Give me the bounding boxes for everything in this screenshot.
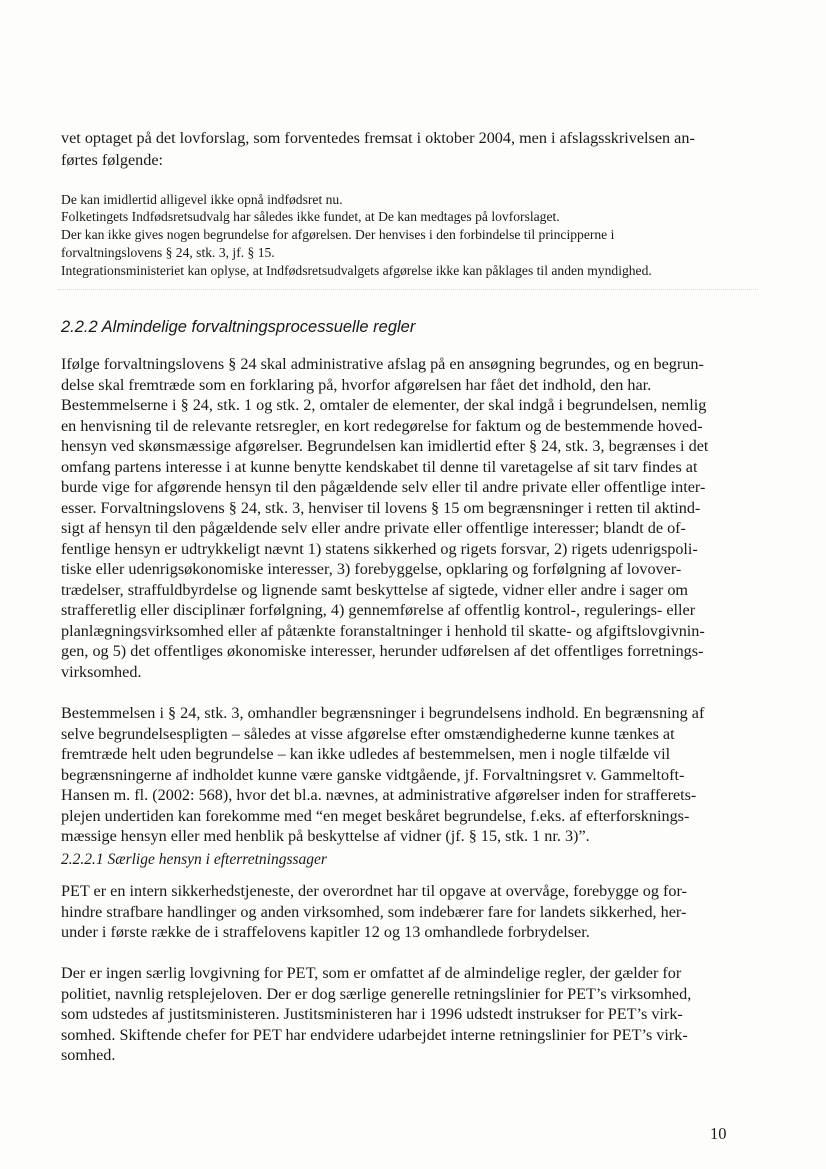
text-line: delse skal fremtræde som en forklaring på, hvorfor afgørelsen har fået det indhold, den har. — [61, 376, 652, 394]
text-line: Bestemmelsen i § 24, stk. 3, omhandler begrænsninger i begrundelsens indhold. En begrænsning af — [61, 704, 705, 722]
text-line: Ifølge forvaltningslovens § 24 skal administrative afslag på en ansøgning begrundes, og en begrun- — [61, 355, 704, 373]
text-line: hindre strafbare handlinger og anden virksomhed, som indebærer fare for landets sikkerhed, her- — [61, 903, 687, 921]
text-line: virksomhed. — [61, 663, 142, 681]
quote-line: Folketingets Indfødsretsudvalg har således ikke fundet, at De kan medtages på lovforslaget. — [61, 209, 560, 224]
text-line: Bestemmelserne i § 24, stk. 1 og stk. 2, omtaler de elementer, der skal indgå i begrundelsen, nemlig — [61, 396, 707, 414]
text-line: selve begrundelsespligten – således at visse afgørelse efter omstændighederne kunne tænkes at — [61, 725, 675, 743]
text-line: planlægningsvirksomhed eller af påtænkte foranstaltninger i henhold til skatte- og afgiftslovgivnin- — [61, 622, 705, 640]
text-line: mæssige hensyn eller med henblik på beskyttelse af vidner (jf. § 15, stk. 1 nr. 3)”. — [61, 827, 590, 845]
text-line: Der er ingen særlig lovgivning for PET, som er omfattet af de almindelige regler, der gælder for — [61, 964, 682, 982]
text-line: esser. Forvaltningslovens § 24, stk. 3, henviser til lovens § 15 om begrænsninger i retten til aktind- — [61, 499, 701, 517]
text-line: PET er en intern sikkerhedstjeneste, der overordnet har til opgave at overvåge, forebygge og for- — [61, 882, 687, 900]
text-line: Hansen m. fl. (2002: 568), hvor det bl.a. nævnes, at administrative afgørelser inden for strafferets- — [61, 786, 697, 804]
text-line: førtes følgende: — [61, 151, 164, 169]
text-line: som udstedes af justitsministeren. Justitsministeren har i 1996 udstedt instrukser for PET’s virk- — [61, 1005, 683, 1023]
text-line: politiet, navnlig retsplejeloven. Der er dog særlige generelle retningslinier for PET’s virksomhed, — [61, 985, 692, 1003]
text-line: somhed. Skiftende chefer for PET har endvidere udarbejdet interne retningslinier for PET’s virk- — [61, 1026, 688, 1044]
text-line: hensyn ved skønsmæssige afgørelser. Begrundelsen kan imidlertid efter § 24, stk. 3, begrænses i det — [61, 437, 709, 455]
text-line: fentlige hensyn er udtrykkeligt nævnt 1) statens sikkerhed og rigets forsvar, 2) rigets udenrigspoli- — [61, 540, 698, 558]
text-line: begrænsningerne af indholdet kunne være ganske vidtgående, jf. Forvaltningsret v. Gammeltoft- — [61, 766, 685, 784]
text-line: tiske eller udenrigsøkonomiske interesser, 3) forebyggelse, opklaring og forfølgning af lovover- — [61, 560, 682, 578]
text-line: burde vige for afgørende hensyn til den pågældende selv eller til andre private eller offentlige inter- — [61, 478, 706, 496]
text-line: vet optaget på det lovforslag, som forventedes fremsat i oktober 2004, men i afslagsskrivelsen an- — [61, 129, 695, 147]
quote-line: De kan imidlertid alligevel ikke opnå indfødsret nu. — [61, 192, 343, 207]
page-number: 10 — [710, 1124, 727, 1143]
divider — [58, 289, 758, 290]
text-line: omfang partens interesse i at kunne benytte kendskabet til denne til varetagelse af sit tarv findes at — [61, 458, 698, 476]
text-line: trædelser, straffuldbyrdelse og lignende samt beskyttelse af sigtede, vidner eller andre i sager om — [61, 581, 689, 599]
text-line: somhed. — [61, 1046, 116, 1064]
text-line: en henvisning til de relevante retsregler, en kort redegørelse for faktum og de bestemmende hoved- — [61, 417, 703, 435]
text-line: fremtræde helt uden begrundelse – kan ikke udledes af bestemmelsen, men i nogle tilfælde vil — [61, 745, 671, 763]
section-heading: 2.2.2 Almindelige forvaltningsprocessuelle regler — [61, 318, 416, 336]
text-line: strafferetlig eller disciplinær forfølgning, 4) gennemførelse af offentlig kontrol-, regulerings- eller — [61, 601, 696, 619]
text-line: under i første række de i straffelovens kapitler 12 og 13 omhandlede forbrydelser. — [61, 923, 590, 941]
subsection-heading: 2.2.2.1 Særlige hensyn i efterretningssager — [61, 851, 327, 868]
text-line: plejen undertiden kan forekomme med “en meget beskåret begrundelse, f.eks. af efterforsknings- — [61, 807, 690, 825]
text-line: gen, og 5) det offentliges økonomiske interesser, herunder udførelsen af det offentliges forretnings- — [61, 642, 704, 660]
quote-line: Integrationsministeriet kan oplyse, at Indfødsretsudvalgets afgørelse ikke kan påklages til anden myndighed. — [61, 263, 652, 278]
text-line: sigt af hensyn til den pågældende selv eller andre private eller offentlige interesser; blandt de of- — [61, 519, 686, 537]
quote-line: forvaltningslovens § 24, stk. 3, jf. § 15. — [61, 245, 275, 260]
quote-line: Der kan ikke gives nogen begrundelse for afgørelsen. Der henvises i den forbindelse til principperne i — [61, 227, 615, 242]
